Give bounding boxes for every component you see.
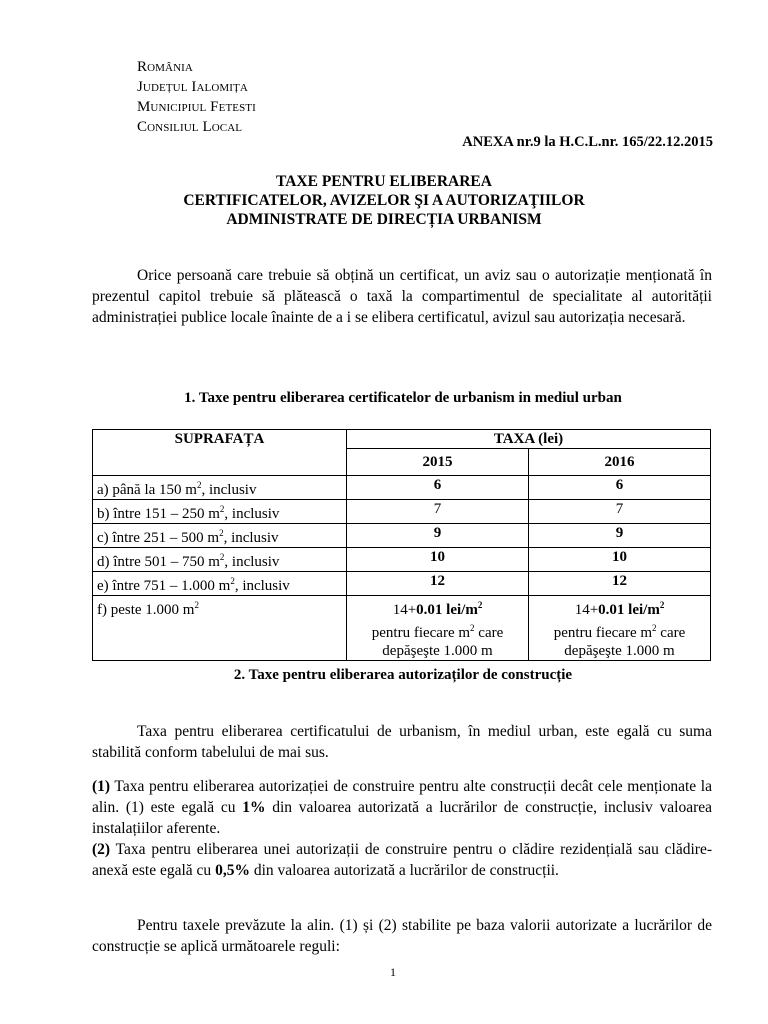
- urbanism-fee-table: [92, 429, 711, 661]
- header-line-county: Județul Ialomița: [137, 79, 248, 95]
- annex-reference: ANEXA nr.9 la H.C.L.nr. 165/22.12.2015: [462, 134, 713, 150]
- table-header-row: [93, 430, 711, 449]
- fee-2016: 9: [529, 524, 711, 548]
- row-label: f) peste 1.000 $m^2$: [93, 596, 347, 661]
- fee-2015: 12: [347, 572, 529, 596]
- intro-paragraph: Orice persoană care trebuie să obțină un certificat, un aviz sau o autorizație menționată în prezentul capitol trebuie să plătească o taxă la compartimentul de specialitate al autorității administrației publice locale înainte de a i se elibera certificatul, avizul sau autorizația necesară.: [92, 267, 712, 326]
- header-line-country: România: [137, 59, 193, 75]
- title-line: CERTIFICATELOR, AVIZELOR ŞI A AUTORIZAŢIILOR: [183, 192, 585, 209]
- row-label: c) între 251 – 500 $m^2$, inclusiv: [93, 524, 347, 548]
- section-2-paragraph-alin-1: (1) Taxa pentru eliberarea autorizației de construire pentru alte construcții decât cele menționate la alin. (1) este egală cu 1% din valoarea autorizată a lucrărilor de construcție, inclusiv valoarea instalațiilor aferente.: [92, 778, 712, 837]
- header-line-municipality: Municipiul Fetesti: [137, 99, 256, 115]
- fee-2015: 9: [347, 524, 529, 548]
- fee-2015: 7: [347, 500, 529, 524]
- header-line-council: Consiliul Local: [137, 119, 243, 135]
- column-header-year-2015: 2015: [347, 449, 529, 476]
- fee-2015: 10: [347, 548, 529, 572]
- section-1-heading: 1. Taxe pentru eliberarea certificatelor de urbanism in mediul urban: [184, 390, 622, 406]
- fee-2016: 6: [529, 476, 711, 500]
- table-row: [93, 548, 711, 572]
- fee-2016: 12: [529, 572, 711, 596]
- document-title: [0, 172, 768, 229]
- page-number: 1: [390, 965, 396, 979]
- fee-2016: 10: [529, 548, 711, 572]
- section-2-paragraph-rules: Pentru taxele prevăzute la alin. (1) și (2) stabilite pe baza valorii autorizate a lucrărilor de construcție se aplică următoarele reguli:: [92, 917, 712, 955]
- row-label: b) între 151 – 250 $m^2$, inclusiv: [93, 500, 347, 524]
- fee-2015-over-1000: 14+0.01 lei/$m^2$ pentru fiecare $m^2$ care depăşeşte 1.000 m: [347, 596, 529, 661]
- row-label: a) până la 150 $m^2$, inclusiv: [93, 476, 347, 500]
- title-line: ADMINISTRATE DE DIRECȚIA URBANISM: [226, 211, 542, 228]
- section-2-heading: 2. Taxe pentru eliberarea autorizaților de construcție: [233, 667, 573, 683]
- issuer-header: [137, 57, 256, 137]
- table-row: [93, 524, 711, 548]
- table-row: [93, 500, 711, 524]
- table-row: [93, 596, 711, 661]
- fee-2016: 7: [529, 500, 711, 524]
- table-row: [93, 476, 711, 500]
- table-row: [93, 572, 711, 596]
- column-header-year-2016: 2016: [529, 449, 711, 476]
- column-header-suprafata: SUPRAFAȚA: [93, 430, 347, 476]
- title-line: TAXE PENTRU ELIBERAREA: [276, 173, 492, 190]
- row-label: d) între 501 – 750 $m^2$, inclusiv: [93, 548, 347, 572]
- fee-2016-over-1000: 14+0.01 lei/$m^2$ pentru fiecare $m^2$ care depăşeşte 1.000 m: [529, 596, 711, 661]
- column-header-taxa: TAXA (lei): [347, 430, 711, 449]
- section-2-paragraph-alin-2: (2) Taxa pentru eliberarea unei autorizații de construire pentru o clădire rezidențială sau clădire-anexă este egală cu 0,5% din valoarea autorizată a lucrărilor de construcții.: [92, 841, 712, 879]
- section-2-paragraph-1: Taxa pentru eliberarea certificatului de urbanism, în mediul urban, este egală cu suma stabilită conform tabelului de mai sus.: [92, 723, 712, 761]
- fee-2015: 6: [347, 476, 529, 500]
- row-label: e) între 751 – 1.000 $m^2$, inclusiv: [93, 572, 347, 596]
